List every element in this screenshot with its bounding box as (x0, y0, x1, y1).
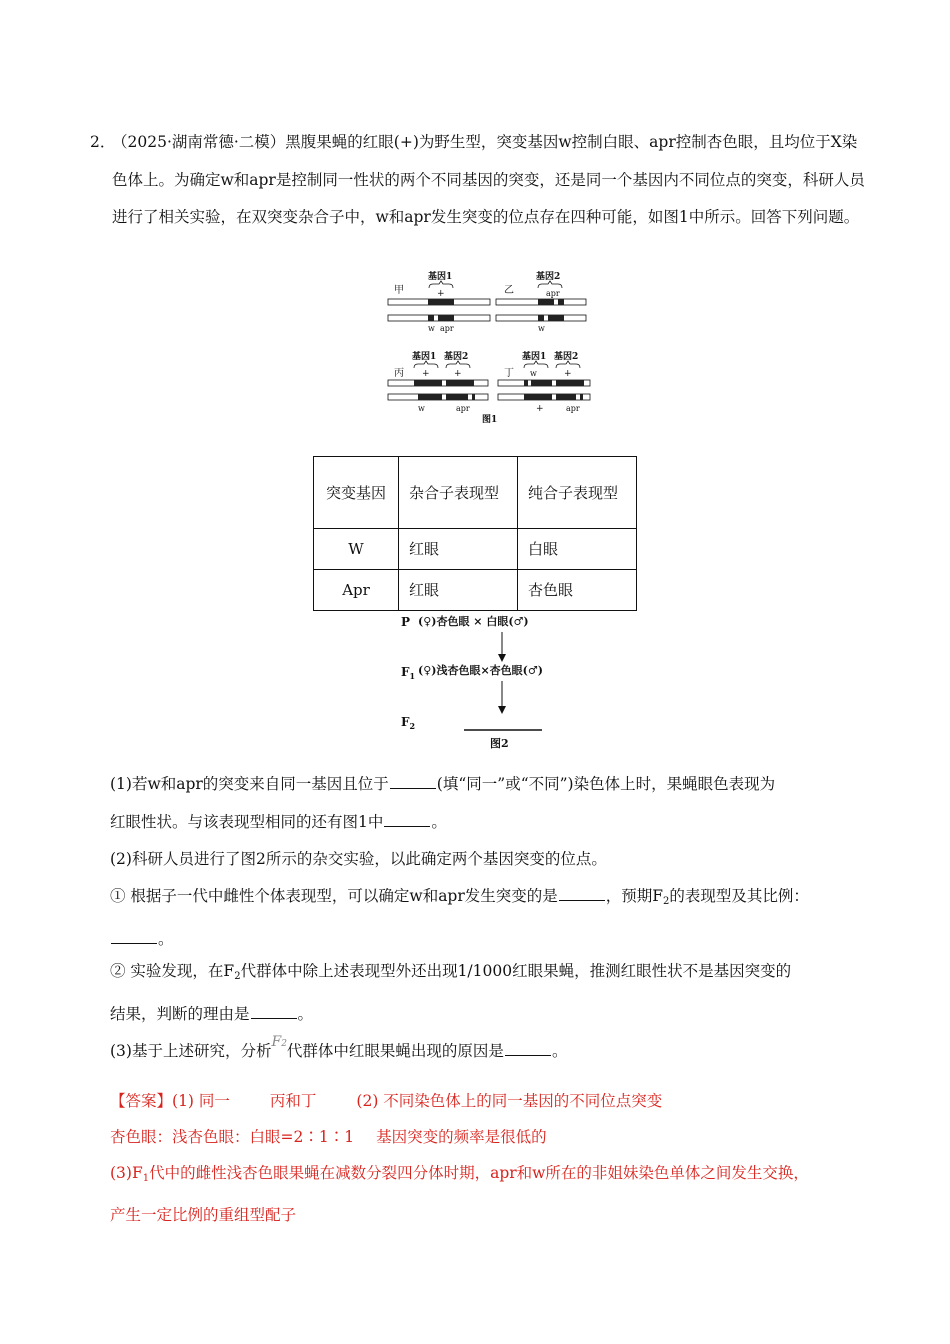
fig1-ding-w: w (530, 369, 537, 378)
fig2-p-cross: (♀)杏色眼 × 白眼(♂) (418, 615, 529, 628)
fig1-bing-w: w (418, 404, 425, 413)
q2-2-text-c: 结果，判断的理由是 (110, 1004, 250, 1023)
fig1-jia-w: w (428, 324, 435, 333)
fig1-jia-apr: apr (440, 324, 454, 333)
table-row (314, 529, 637, 570)
fig2-caption: 图2 (490, 737, 509, 750)
q2-1-text-a: ① 根据子一代中雌性个体表现型，可以确定w和apr发生突变的是 (110, 887, 558, 905)
answer-blank[interactable] (251, 1002, 297, 1019)
fig1-ding-gene2: 基因2 (554, 352, 579, 362)
figure-2 (396, 608, 578, 754)
fig1-label-yi: 乙 (504, 285, 514, 296)
subscript: 2 (663, 896, 670, 907)
question-1 (110, 766, 870, 841)
table-header-cell: 纯合子表现型 (518, 457, 637, 529)
fig1-yi-w: w (538, 324, 545, 333)
fig1-ding-plus-bottom: + (536, 404, 544, 414)
q3-text-c: 。 (551, 1042, 568, 1060)
answer-part-2: 丙和丁 (269, 1092, 317, 1110)
q2-1-text-c: 的表现型及其比例： (669, 887, 809, 905)
fig1-yi-apr: apr (546, 289, 560, 298)
question-2-2 (110, 953, 870, 1033)
fig1-ding-gene1: 基因1 (522, 352, 547, 362)
fig1-yi-gene2: 基因2 (536, 272, 561, 282)
q2-2-text-b: 代群体中除上述表现型外还出现1/1000红眼果蝇，推测红眼性状不是基因突变的 (240, 962, 792, 980)
fig1-label-bing: 丙 (394, 368, 404, 379)
q1-text-a: (1)若w和apr的突变来自同一基因且位于 (110, 775, 389, 793)
question-2-1 (110, 878, 870, 958)
fig2-f1-cross: (♀)浅杏色眼×杏色眼(♂) (418, 664, 543, 677)
question-3 (110, 1033, 870, 1074)
answer-part-4: 杏色眼：浅杏色眼：白眼=2∶1∶1 (110, 1128, 355, 1146)
fig1-bing-gene1: 基因1 (412, 352, 437, 362)
answer-blank[interactable] (505, 1039, 551, 1056)
fig1-jia-gene1: 基因1 (428, 272, 453, 282)
q2-1-text-b: ，预期F (605, 887, 664, 905)
q1-text-d: 。 (431, 812, 447, 831)
table-header-cell: 突变基因 (314, 457, 399, 529)
fig2-f2-label: $F_2$ (401, 715, 416, 731)
q2-2-text-d: 。 (297, 1004, 314, 1023)
answer-blank[interactable] (384, 810, 430, 827)
fig1-label-jia: 甲 (394, 285, 404, 296)
answer-part-3: (2) 不同染色体上的同一基因的不同位点突变 (356, 1092, 663, 1110)
fig1-bing-plus1: + (422, 369, 430, 379)
table-header-row (314, 457, 637, 529)
question-number: 2． (90, 133, 116, 151)
answer-part-6b: 代中的雌性浅杏色眼果蝇在减数分裂四分体时期，apr和w所在的非姐妹染色单体之间发生交换， (149, 1164, 809, 1182)
table-cell: 白眼 (518, 529, 637, 570)
answer-block (110, 1083, 870, 1233)
answer-part-5: 基因突变的频率是很低的 (376, 1128, 547, 1146)
answer-part-7: 产生一定比例的重组型配子 (110, 1206, 297, 1224)
mutation-phenotype-table (313, 456, 637, 611)
fig1-bing-apr: apr (456, 404, 470, 413)
subscript: 1 (142, 1173, 150, 1184)
q1-text-c: 红眼性状。与该表现型相同的还有图1中 (110, 812, 384, 831)
answer-label: 【答案】 (110, 1092, 173, 1110)
fig1-bing-plus2: + (454, 369, 462, 379)
answer-blank[interactable] (111, 927, 157, 944)
question-2 (90, 124, 870, 237)
q2-2-text-a: ② 实验发现，在F (110, 962, 235, 980)
answer-part-1: (1) 同一 (172, 1092, 230, 1110)
fig1-label-ding: 丁 (504, 368, 514, 379)
fig1-ding-apr: apr (566, 404, 580, 413)
fig1-bing-gene2: 基因2 (444, 352, 469, 362)
answer-part-6a: (3)F (110, 1164, 143, 1182)
q3-text-a: (3)基于上述研究，分析 (110, 1042, 272, 1060)
answer-blank[interactable] (559, 884, 605, 901)
q3-text-b: 代群体中红眼果蝇出现的原因是 (286, 1042, 504, 1060)
q1-text-b: (填“同一”或“不同”)染色体上时，果蝇眼色表现为 (436, 775, 776, 793)
question-2-stem (110, 841, 870, 879)
fig1-jia-plus: + (437, 289, 445, 299)
fig2-f1-label: $F_1$ (401, 665, 416, 681)
q2-1-text-d: 。 (158, 929, 174, 948)
f2-symbol: F2 (271, 1034, 287, 1050)
fig1-ding-plus-top: + (564, 369, 572, 379)
table-cell: 杏色眼 (518, 570, 637, 611)
table-cell: W (314, 529, 399, 570)
figure-1 (386, 268, 592, 426)
answer-blank[interactable] (390, 772, 436, 789)
table-cell: 红眼 (399, 529, 518, 570)
table-cell: 红眼 (399, 570, 518, 611)
table-cell: Apr (314, 570, 399, 611)
question-intro: （2025·湖南常德·二模）黑腹果蝇的红眼(+)为野生型，突变基因w控制白眼、apr控制杏色眼，且均位于X染色体上。为确定w和apr是控制同一性状的两个不同基因的突变，还是同一个基因内不同位点的突变，科研人员进行了相关实验，在双突变杂合子中，w和apr发生突变的位点存在四种可能，如图1中所示。回答下列问题。 (112, 133, 865, 226)
fig2-p-label: P (401, 615, 411, 629)
table-row (314, 570, 637, 611)
table-header-cell: 杂合子表现型 (399, 457, 518, 529)
fig1-caption: 图1 (482, 415, 498, 425)
subscript: 2 (234, 971, 241, 982)
q2-text: (2)科研人员进行了图2所示的杂交实验，以此确定两个基因突变的位点。 (110, 850, 607, 868)
